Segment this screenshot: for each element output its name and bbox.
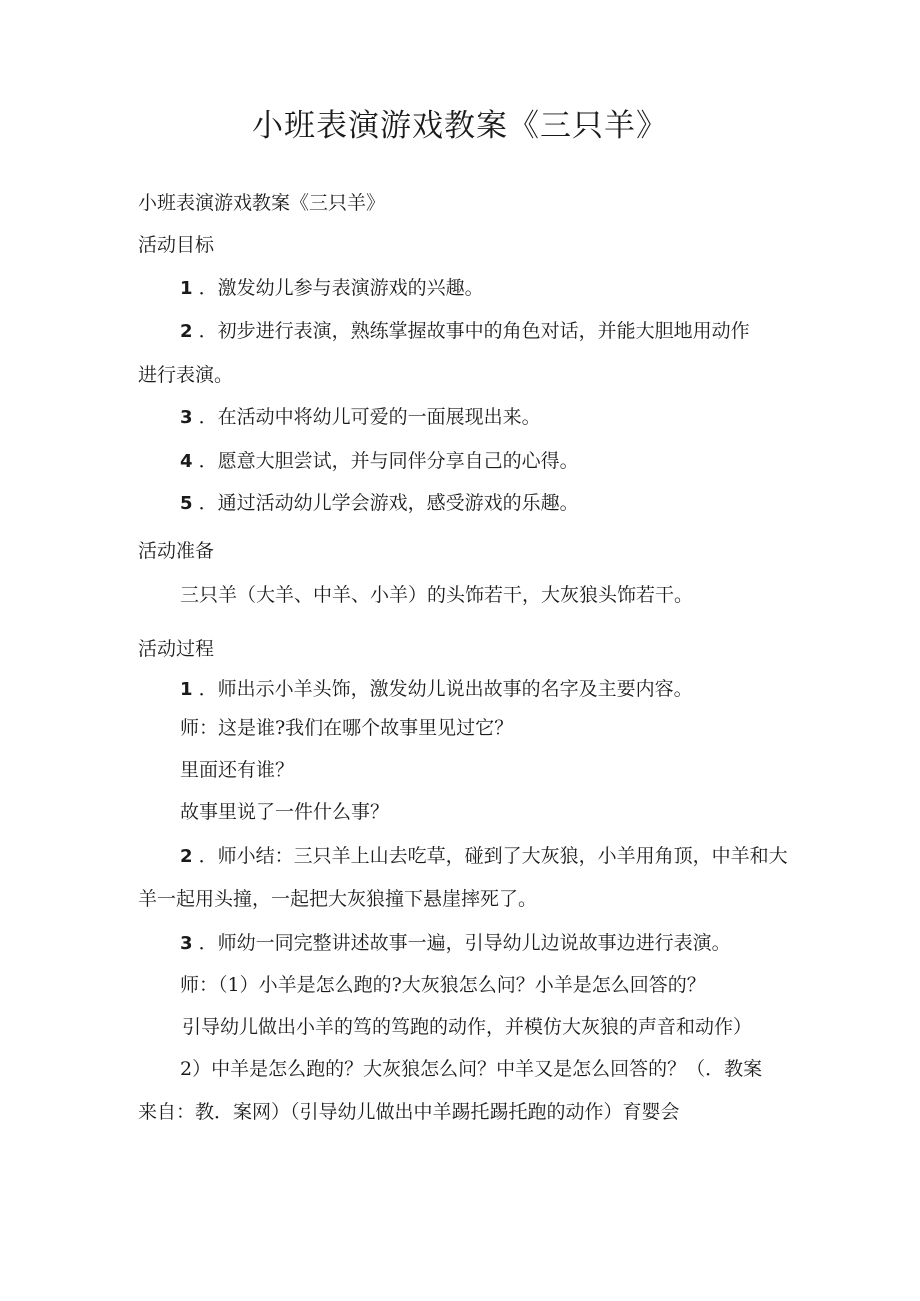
list-number: 3 <box>180 407 193 428</box>
list-number: 3 <box>180 933 193 954</box>
process-dialogue-2: 里面还有谁？ <box>180 759 295 781</box>
process-text: ．师幼一同完整讲述故事一遍，引导幼儿边说故事边进行表演。 <box>198 932 731 954</box>
list-number: 2 <box>180 321 193 342</box>
subtitle-line: 小班表演游戏教案《三只羊》 <box>138 192 386 214</box>
goal-item-2-continued: 进行表演。 <box>138 364 234 386</box>
goal-text: ．初步进行表演，熟练掌握故事中的角色对话，并能大胆地用动作 <box>198 320 750 342</box>
section-heading-preparation: 活动准备 <box>138 540 215 562</box>
process-item-3 <box>180 930 731 957</box>
goal-item-2 <box>180 318 750 345</box>
process-item-1 <box>180 676 693 703</box>
document-title: 小班表演游戏教案《三只羊》 <box>252 108 668 144</box>
list-number: 1 <box>180 679 193 700</box>
process-item-2 <box>180 843 788 870</box>
section-heading-goals: 活动目标 <box>138 234 215 256</box>
process-question-2-continued: 来自：教．案网）（引导幼儿做出中羊踢托踢托跑的动作）育婴会 <box>138 1101 680 1123</box>
goal-item-1 <box>180 275 484 302</box>
goal-text: ．愿意大胆尝试，并与同伴分享自己的心得。 <box>198 450 579 472</box>
process-dialogue-3: 故事里说了一件什么事？ <box>180 801 390 823</box>
process-question-2: 2）中羊是怎么跑的？大灰狼怎么问？中羊又是怎么回答的？（．教案 <box>180 1058 763 1080</box>
list-number: 5 <box>180 493 193 514</box>
list-number: 2 <box>180 846 193 867</box>
process-text: ．师出示小羊头饰，激发幼儿说出故事的名字及主要内容。 <box>198 678 693 700</box>
process-guidance-1: 引导幼儿做出小羊的笃的笃跑的动作，并模仿大灰狼的声音和动作） <box>182 1016 753 1038</box>
process-dialogue-1: 师：这是谁?我们在哪个故事里见过它？ <box>180 717 514 739</box>
process-question-1: 师：（1）小羊是怎么跑的?大灰狼怎么问？小羊是怎么回答的？ <box>180 974 706 996</box>
list-number: 1 <box>180 278 193 299</box>
goal-text: ．通过活动幼儿学会游戏，感受游戏的乐趣。 <box>198 492 579 514</box>
goal-item-3 <box>180 404 541 431</box>
preparation-text: 三只羊（大羊、中羊、小羊）的头饰若干，大灰狼头饰若干。 <box>180 584 694 606</box>
process-text: ．师小结：三只羊上山去吃草，碰到了大灰狼，小羊用角顶，中羊和大 <box>198 845 788 867</box>
process-item-2-continued: 羊一起用头撞，一起把大灰狼撞下悬崖摔死了。 <box>138 888 538 910</box>
list-number: 4 <box>180 451 193 472</box>
section-heading-process: 活动过程 <box>138 638 215 660</box>
goal-item-5 <box>180 490 579 517</box>
goal-text: ．激发幼儿参与表演游戏的兴趣。 <box>198 277 484 299</box>
goal-item-4 <box>180 448 579 475</box>
goal-text: ．在活动中将幼儿可爱的一面展现出来。 <box>198 406 541 428</box>
